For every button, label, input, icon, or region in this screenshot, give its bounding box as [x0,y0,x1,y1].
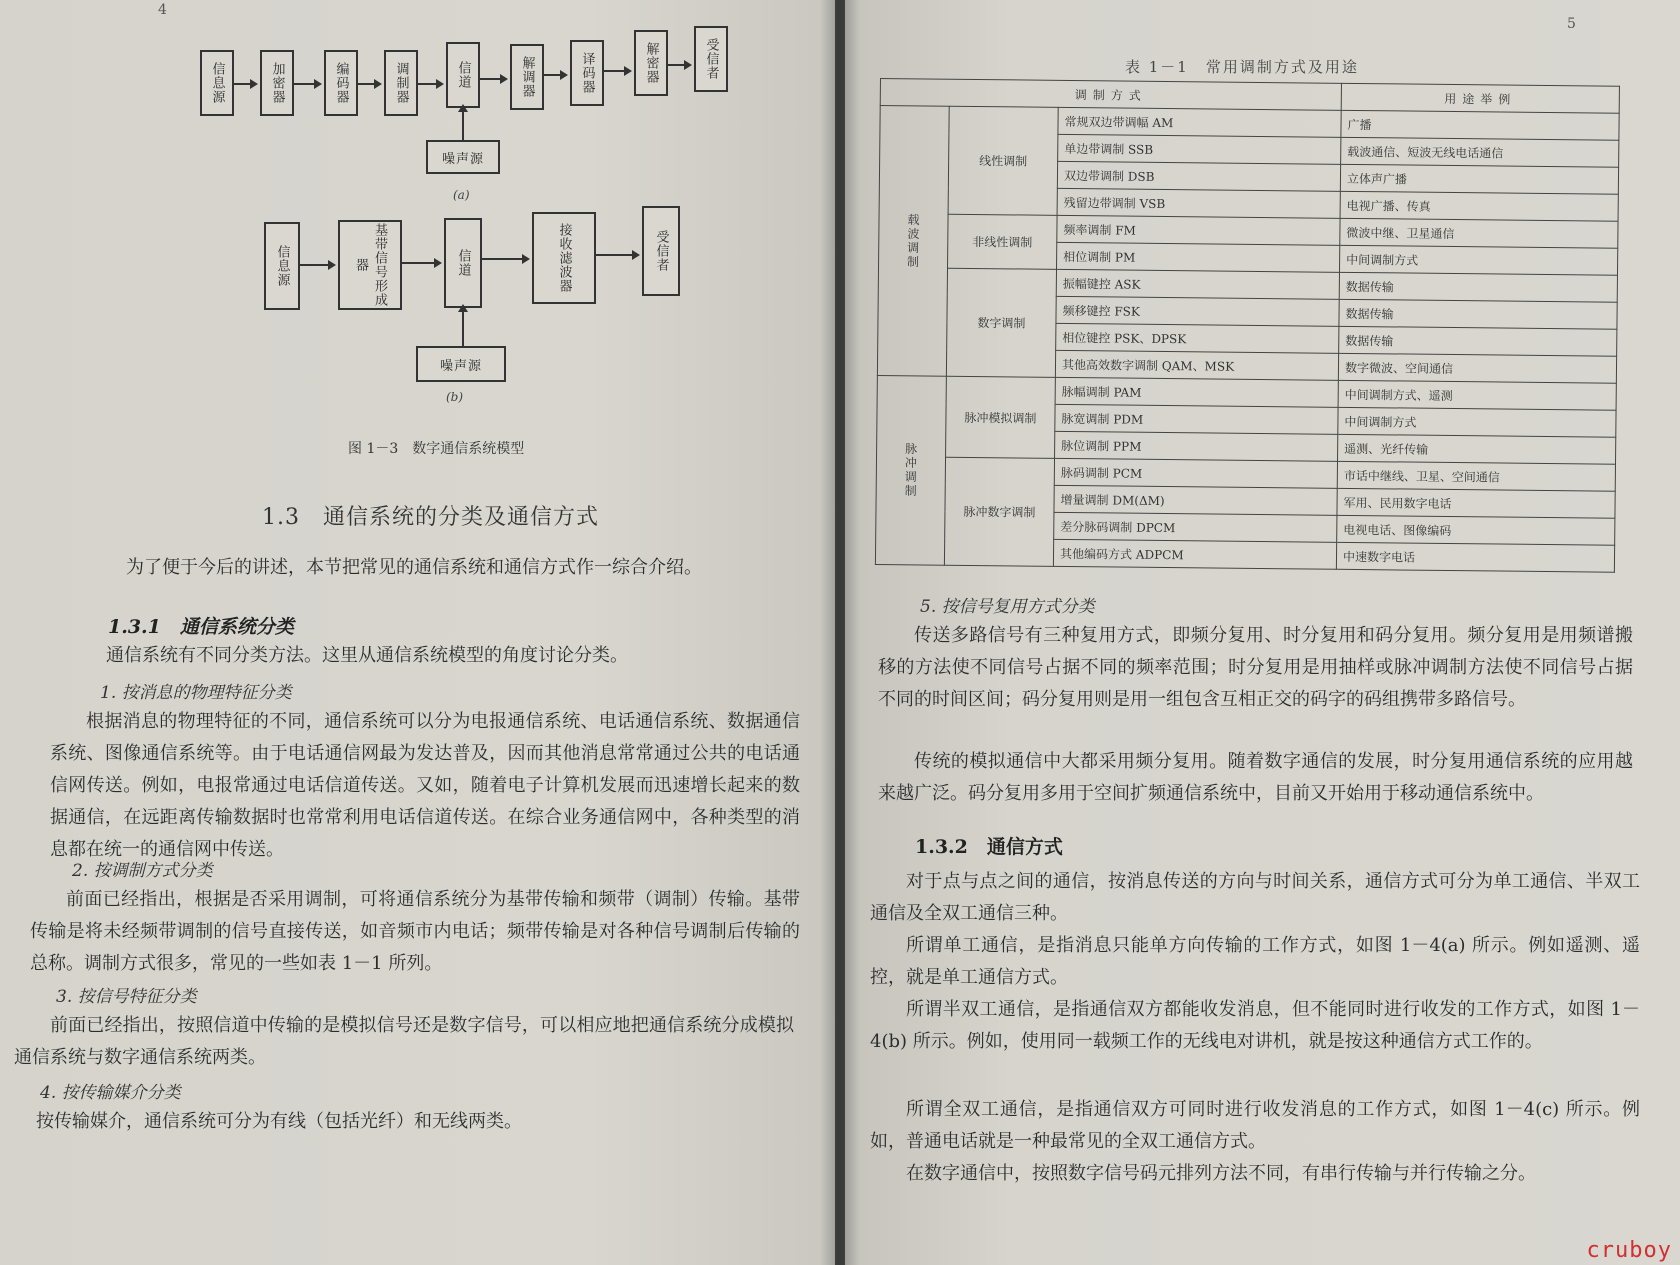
paragraph-multiplex: 传送多路信号有三种复用方式，即频分复用、时分复用和码分复用。频分复用是用频谱搬移的方法使不同信号占据不同的频率范围；时分复用是用抽样或脉冲调制方法使不同信号占据不同的时间区间；码分复用则是用一组包含互相正交的码字的码组携带多路信号。 [878,625,1633,710]
usage-cell: 微波中继、卫星通信 [1340,218,1618,248]
arrow [358,83,380,85]
usage-cell: 中间调制方式 [1339,245,1617,275]
block-sink-b: 受信者 [642,206,680,296]
watermark: cruboy [1586,1238,1672,1263]
usage-cell: 数据传输 [1339,326,1617,356]
left-page [0,0,835,1265]
modulation-name-cell: 其他编码方式 ADPCM [1053,539,1336,569]
subsection-title-1-3-1: 1.3.1 通信系统分类 [108,616,294,638]
block-demodulator: 解调器 [510,44,544,110]
arrow [604,70,630,72]
usage-cell: 载波通信、短波无线电话通信 [1341,137,1619,167]
heading-multiplex: 5. 按信号复用方式分类 [920,597,1095,617]
left-page-number: 4 [158,2,167,18]
table-title: 表 1－1 常用调制方式及用途 [1125,58,1359,76]
modulation-name-cell: 残留边带调制 VSB [1057,188,1340,218]
usage-cell: 遥测、光纤传输 [1338,434,1616,464]
group-cell: 脉冲数字调制 [944,457,1054,566]
modulation-name-cell: 增量调制 DM(ΔM) [1054,485,1337,515]
modulation-name-cell: 频率调制 FM [1057,215,1340,245]
arrow [596,254,638,256]
usage-cell: 数字微波、空间通信 [1338,353,1616,383]
modulation-name-cell: 双边带调制 DSB [1057,161,1340,191]
modulation-table [875,78,1620,573]
modulation-name-cell: 脉位调制 PPM [1055,431,1338,461]
subsection-title-1-3-2: 1.3.2 通信方式 [915,836,1063,858]
usage-cell: 中间调制方式、遥测 [1338,380,1616,410]
figure-b-label: (b) [446,390,464,404]
block-modulator: 调制器 [384,50,418,116]
modulation-name-cell: 相位键控 PSK、DPSK [1056,323,1339,353]
usage-cell: 广播 [1341,110,1619,140]
modulation-name-cell: 常规双边带调幅 AM [1058,107,1341,137]
modulation-name-cell: 脉码调制 PCM [1054,458,1337,488]
arrow [402,262,440,264]
block-decryptor: 解密器 [634,30,668,96]
group-cell: 线性调制 [948,106,1058,215]
usage-cell: 军用、民用数字电话 [1337,488,1615,518]
heading-medium: 4. 按传输媒介分类 [40,1083,181,1103]
modulation-name-cell: 单边带调制 SSB [1058,134,1341,164]
paragraph-full-duplex: 所谓全双工通信，是指通信双方可同时进行收发消息的工作方式，如图 1－4(c) 所示。例如，普通电话就是一种最常见的全双工通信方式。 [870,1099,1640,1152]
paragraph-modulation: 前面已经指出，根据是否采用调制，可将通信系统分为基带传输和频带（调制）传输。基带传输是将未经频带调制的信号直接传送，如音频市内电话；频带传输是对各种信号调制后传输的总称。调制方式很多，常见的一些如表 1－1 所列。 [30,889,800,974]
block-sink-a: 受信者 [694,26,728,92]
section-title: 1.3 通信系统的分类及通信方式 [262,505,599,530]
arrow [294,83,320,85]
usage-cell: 电视广播、传真 [1340,191,1618,221]
arrow [418,83,442,85]
usage-cell: 市话中继线、卫星、空间通信 [1337,461,1615,491]
modulation-name-cell: 脉宽调制 PDM [1055,404,1338,434]
modulation-name-cell: 差分脉码调制 DPCM [1054,512,1337,542]
block-decoder: 译码器 [570,40,604,106]
block-baseband-former: 基带信号形成器 [338,220,402,310]
arrow [482,258,528,260]
table-body [875,106,1619,573]
noise-arrow [462,110,464,142]
block-info-source-a: 信息源 [200,50,234,116]
heading-modulation: 2. 按调制方式分类 [72,861,213,881]
usage-cell: 中间调制方式 [1338,407,1616,437]
category-cell: 载波调制 [877,106,949,377]
arrow [480,78,506,80]
intro-paragraph: 为了便于今后的讲述，本节把常见的通信系统和通信方式作一综合介绍。 [126,557,702,578]
group-cell: 数字调制 [946,268,1056,377]
paragraph-simplex: 所谓单工通信，是指消息只能单方向传输的工作方式，如图 1－4(a) 所示。例如遥测、遥控，就是单工通信方式。 [870,935,1640,988]
group-cell: 非线性调制 [948,214,1058,269]
modulation-name-cell: 其他高效数字调制 QAM、MSK [1055,350,1338,380]
block-noise-b: 噪声源 [416,346,506,382]
paragraph-serial-parallel: 在数字通信中，按照数字信号码元排列方法不同，有串行传输与并行传输之分。 [906,1163,1536,1184]
arrow [544,74,566,76]
paragraph-signal-feature: 前面已经指出，按照信道中传输的是模拟信号还是数字信号，可以相应地把通信系统分成模拟通信系统与数字通信系统两类。 [14,1015,794,1068]
paragraph-fdm-tdm: 传统的模拟通信中大都采用频分复用。随着数字通信的发展，时分复用通信系统的应用越来越广泛。码分复用多用于空间扩频通信系统中，目前又开始用于移动通信系统中。 [878,751,1633,804]
paragraph-point-to-point: 对于点与点之间的通信，按消息传送的方向与时间关系，通信方式可分为单工通信、半双工通信及全双工通信三种。 [870,871,1640,924]
arrow [668,64,690,66]
book-gutter [820,0,860,1265]
heading-physical-feature: 1. 按消息的物理特征分类 [100,683,292,703]
heading-signal-feature: 3. 按信号特征分类 [56,987,197,1007]
block-info-source-b: 信息源 [264,222,300,310]
category-cell: 脉冲调制 [875,375,946,565]
modulation-name-cell: 相位调制 PM [1057,242,1340,272]
modulation-name-cell: 频移键控 FSK [1056,296,1339,326]
group-cell: 脉冲模拟调制 [946,376,1056,458]
block-receive-filter: 接收滤波器 [532,212,596,304]
arrow [300,264,334,266]
usage-cell: 中速数字电话 [1336,542,1614,572]
usage-cell: 立体声广播 [1340,164,1618,194]
modulation-name-cell: 振幅键控 ASK [1056,269,1339,299]
paragraph-medium: 按传输媒介，通信系统可分为有线（包括光纤）和无线两类。 [36,1111,522,1132]
block-noise-a: 噪声源 [426,140,500,174]
subsection-intro: 通信系统有不同分类方法。这里从通信系统模型的角度讨论分类。 [106,645,628,666]
block-channel-a: 信道 [446,42,480,108]
header-usage: 用途举例 [1341,83,1619,113]
paragraph-physical-feature: 根据消息的物理特征的不同，通信系统可以分为电报通信系统、电话通信系统、数据通信系统、图像通信系统等。由于电话通信网最为发达普及，因而其他消息常常通过公共的电话通信网传送。例如，电报常通过电话信道传送。又如，随着电子计算机发展而迅速增长起来的数据通信，在远距离传输数据时也常常利用电话信道传送。在综合业务通信网中，各种类型的消息都在统一的通信网中传送。 [50,711,800,860]
arrow [234,83,256,85]
block-encoder: 编码器 [324,50,358,116]
modulation-name-cell: 脉幅调制 PAM [1055,377,1338,407]
right-page-number: 5 [1567,16,1576,32]
header-modulation: 调制方式 [880,79,1341,111]
usage-cell: 数据传输 [1339,299,1617,329]
figure-a-label: (a) [453,188,470,202]
block-encryptor: 加密器 [260,50,294,116]
figure-caption: 图 1－3 数字通信系统模型 [348,441,525,457]
usage-cell: 数据传输 [1339,272,1617,302]
noise-arrow [462,310,464,348]
usage-cell: 电视电话、图像编码 [1337,515,1615,545]
block-channel-b: 信道 [444,218,482,308]
paragraph-half-duplex: 所谓半双工通信，是指通信双方都能收发消息，但不能同时进行收发的工作方式，如图 1－4(b) 所示。例如，使用同一载频工作的无线电对讲机，就是按这种通信方式工作的。 [870,999,1640,1052]
